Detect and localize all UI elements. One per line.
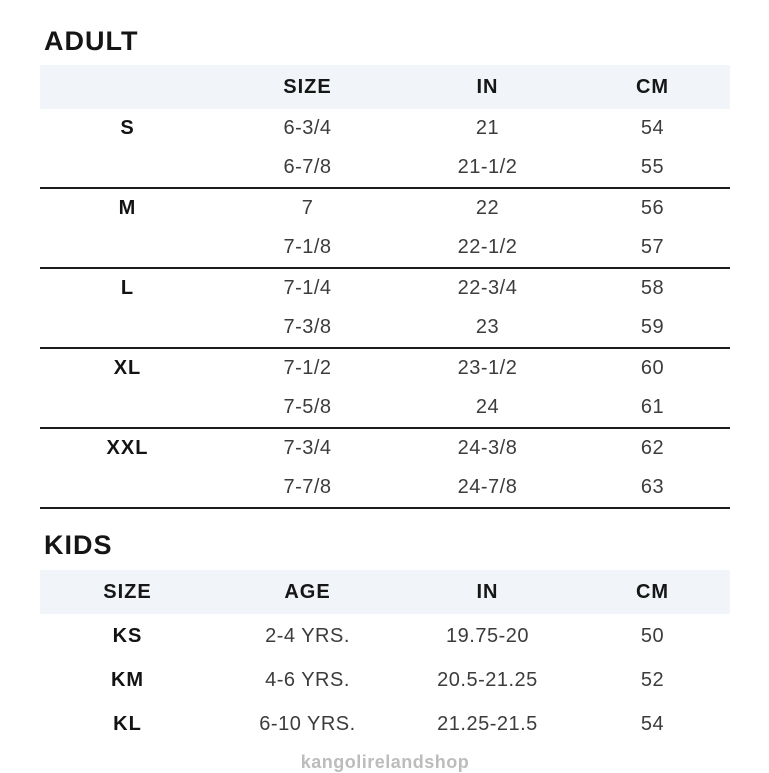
hat-size-cell: 6-7/8 bbox=[283, 156, 332, 178]
size-label-cell: L bbox=[120, 277, 135, 299]
watermark: kangolirelandshop bbox=[300, 752, 470, 772]
cm-cell: 55 bbox=[640, 156, 665, 178]
kids-table-header-row bbox=[40, 570, 730, 614]
hat-size-cell: 6-3/4 bbox=[283, 117, 332, 139]
kids-size-table bbox=[40, 570, 730, 746]
adult-size-group-xl bbox=[40, 349, 730, 429]
size-label-cell: XXL bbox=[106, 437, 149, 459]
kids-section-title: KIDS bbox=[44, 530, 113, 560]
inches-cell: 24-3/8 bbox=[457, 437, 518, 459]
inches-cell: 21 bbox=[475, 117, 500, 139]
table-row bbox=[40, 658, 730, 702]
table-row bbox=[40, 349, 730, 388]
cm-cell: 56 bbox=[640, 197, 665, 219]
inches-cell: 22-1/2 bbox=[457, 236, 518, 258]
header-cell-size: SIZE bbox=[103, 580, 152, 603]
inches-cell: 23 bbox=[475, 316, 500, 338]
inches-cell: 21-1/2 bbox=[457, 156, 518, 178]
cm-cell: 59 bbox=[640, 316, 665, 338]
adult-size-group-xxl bbox=[40, 429, 730, 509]
hat-size-cell: 7-1/8 bbox=[283, 236, 332, 258]
age-cell: 6-10 YRS. bbox=[259, 712, 356, 735]
hat-size-cell: 7-3/8 bbox=[283, 316, 332, 338]
table-row bbox=[40, 429, 730, 468]
header-cell-size: SIZE bbox=[283, 75, 332, 98]
table-row bbox=[40, 308, 730, 347]
cm-cell: 57 bbox=[640, 236, 665, 258]
cm-cell: 52 bbox=[640, 668, 665, 691]
cm-cell: 54 bbox=[640, 712, 665, 735]
age-cell: 2-4 YRS. bbox=[265, 624, 350, 647]
cm-cell: 60 bbox=[640, 357, 665, 379]
hat-size-cell: 7-3/4 bbox=[283, 437, 332, 459]
hat-size-cell: 7-7/8 bbox=[283, 476, 332, 498]
header-cell-cm: CM bbox=[635, 75, 670, 98]
header-cell-age: AGE bbox=[284, 580, 331, 603]
adult-table-header-row bbox=[40, 65, 730, 109]
cm-cell: 63 bbox=[640, 476, 665, 498]
header-cell-in: IN bbox=[476, 75, 499, 98]
table-row bbox=[40, 614, 730, 658]
cm-cell: 61 bbox=[640, 396, 665, 418]
table-row bbox=[40, 189, 730, 228]
header-cell-in: IN bbox=[476, 580, 499, 603]
size-label-cell: KM bbox=[110, 668, 145, 691]
table-row bbox=[40, 702, 730, 746]
adult-size-group-m bbox=[40, 189, 730, 269]
adult-size-table bbox=[40, 65, 730, 509]
age-cell: 4-6 YRS. bbox=[265, 668, 350, 691]
table-row bbox=[40, 269, 730, 308]
inches-cell: 22-3/4 bbox=[457, 277, 518, 299]
table-row bbox=[40, 109, 730, 148]
size-label-cell: KL bbox=[113, 712, 142, 735]
size-label-cell: M bbox=[118, 197, 137, 219]
cm-cell: 62 bbox=[640, 437, 665, 459]
hat-size-cell: 7-5/8 bbox=[283, 396, 332, 418]
adult-section-title: ADULT bbox=[44, 26, 139, 56]
adult-size-group-l bbox=[40, 269, 730, 349]
table-row bbox=[40, 228, 730, 267]
size-label-cell: S bbox=[120, 117, 135, 139]
hat-size-cell: 7 bbox=[301, 197, 314, 219]
cm-cell: 50 bbox=[640, 624, 665, 647]
inches-cell: 23-1/2 bbox=[457, 357, 518, 379]
size-label-cell: KS bbox=[112, 624, 143, 647]
table-row bbox=[40, 388, 730, 427]
hat-size-cell: 7-1/4 bbox=[283, 277, 332, 299]
adult-size-group-s bbox=[40, 109, 730, 189]
inches-cell: 24 bbox=[475, 396, 500, 418]
hat-size-cell: 7-1/2 bbox=[283, 357, 332, 379]
cm-cell: 54 bbox=[640, 117, 665, 139]
inches-cell: 24-7/8 bbox=[457, 476, 518, 498]
table-row bbox=[40, 468, 730, 507]
size-label-cell: XL bbox=[113, 357, 142, 379]
inches-cell: 20.5-21.25 bbox=[437, 668, 538, 691]
inches-cell: 19.75-20 bbox=[446, 624, 529, 647]
table-row bbox=[40, 148, 730, 187]
header-cell-cm: CM bbox=[635, 580, 670, 603]
inches-cell: 21.25-21.5 bbox=[437, 712, 538, 735]
inches-cell: 22 bbox=[475, 197, 500, 219]
cm-cell: 58 bbox=[640, 277, 665, 299]
